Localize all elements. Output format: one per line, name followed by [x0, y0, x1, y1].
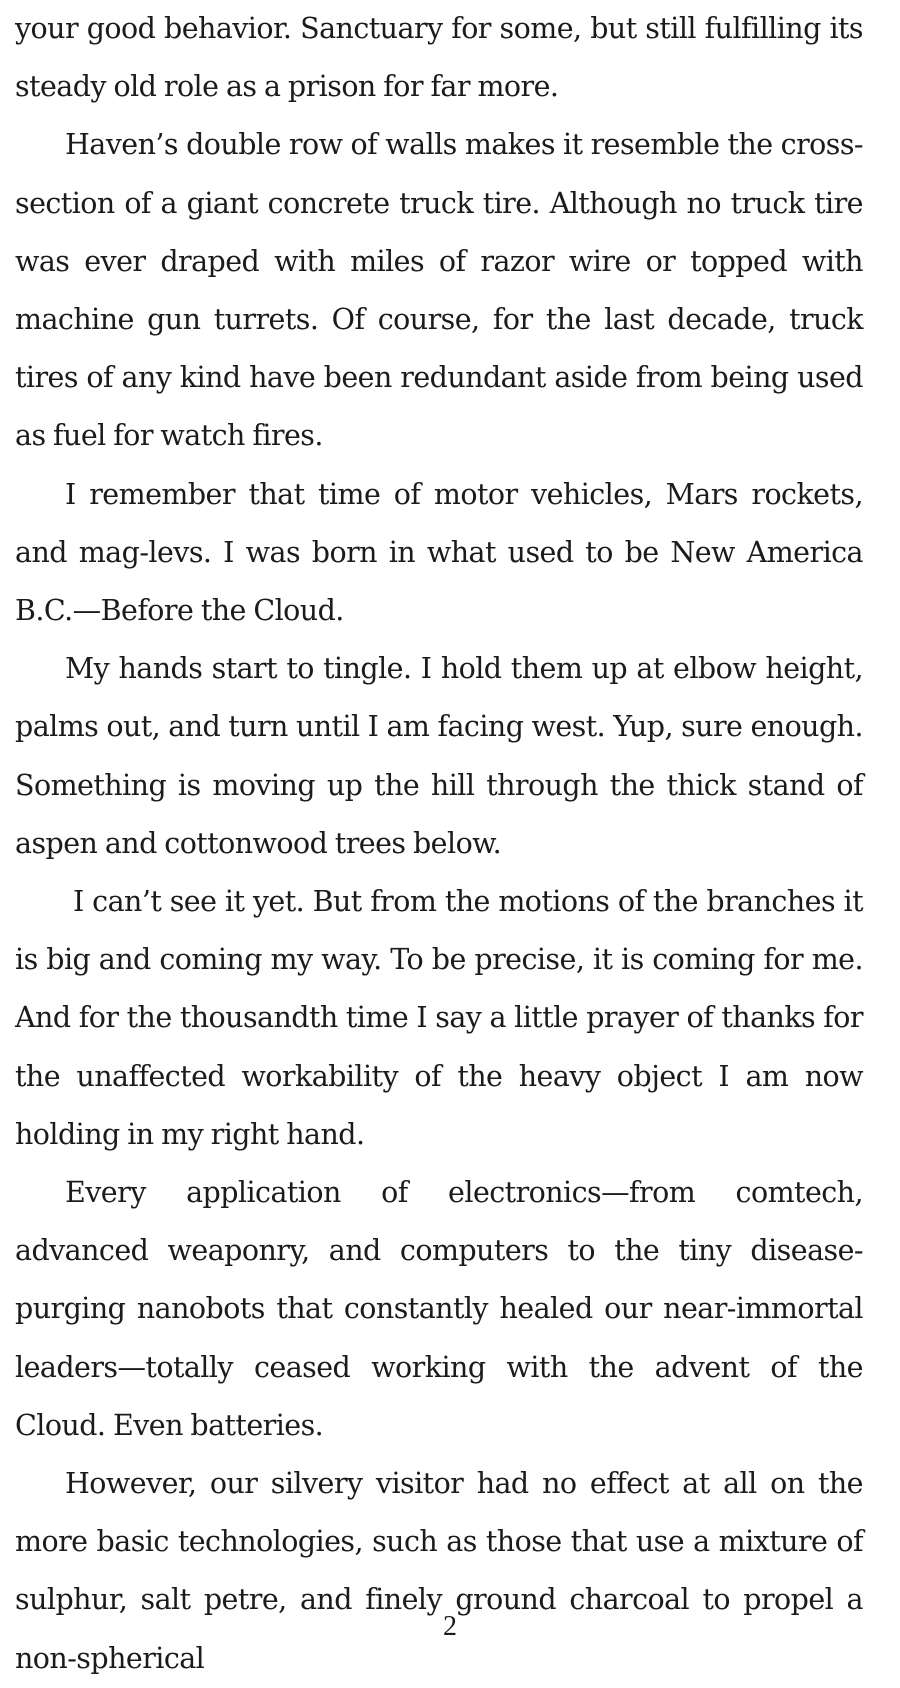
- paragraph-cant-see: I can’t see it yet. But from the motions of the branches it is big and coming my way. To be precise, it is coming for me. And for the thousandth time I say a little prayer of thanks for the unaffected workability of the heavy object I am now holding in my right hand.: [15, 885, 863, 1151]
- paragraph-basic-technologies: However, our silvery visitor had no effect at all on the more basic technologies, such as those that use a mixture of sulphur, salt petre, and finely ground charcoal to propel a non-spherical: [15, 1467, 863, 1675]
- paragraph-remember: I remember that time of motor vehicles, Mars rockets, and mag-levs. I was born in what used to be New America B.C.—Before the Cloud.: [15, 477, 863, 628]
- page-number: 2: [443, 1611, 457, 1642]
- paragraph-continued: your good behavior. Sanctuary for some, but still fulfilling its steady old role as a prison for far more.: [15, 12, 863, 104]
- book-page-body: [15, 0, 863, 1688]
- paragraph-hands-tingle: My hands start to tingle. I hold them up at elbow height, palms out, and turn until I am facing west. Yup, sure enough. Something is moving up the hill through the thick stand of aspen and cottonwood trees below.: [15, 652, 863, 860]
- paragraph-havens-walls: Haven’s double row of walls makes it resemble the cross-section of a giant concrete truck tire. Although no truck tire was ever draped with miles of razor wire or topped with machine gun turrets. Of course, for the last decade, truck tires of any kind have been redundant aside from being used as fuel for watch fires.: [15, 128, 863, 453]
- paragraph-electronics: Every application of electronics—from comtech, advanced weaponry, and computers to the tiny disease-purging nanobots that constantly healed our near-immortal leaders—totally ceased working with the advent of the Cloud. Even batteries.: [15, 1176, 863, 1442]
